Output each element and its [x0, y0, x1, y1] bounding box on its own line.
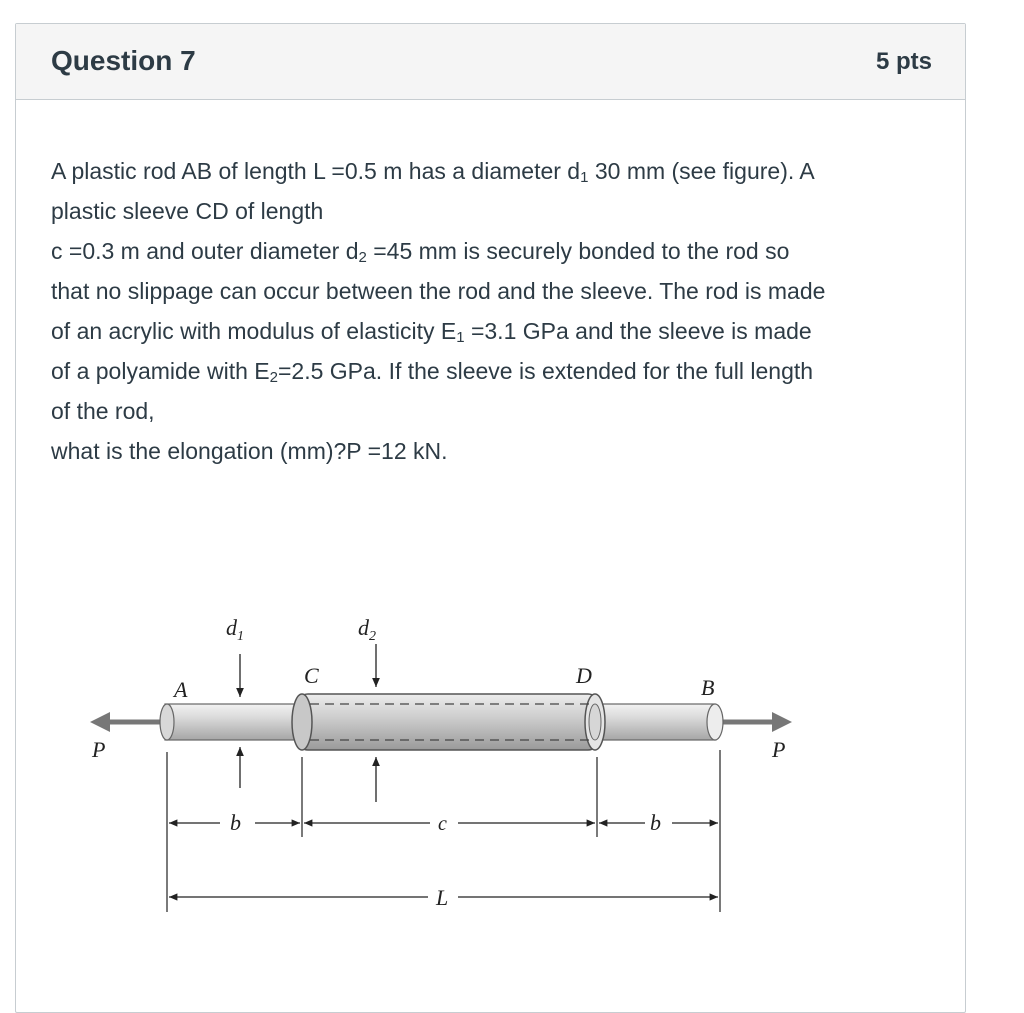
text-line: of a polyamide with $E_2=2.5$ GPa. If the sleeve is extended for the full length: [51, 358, 814, 386]
sleeve-end-c: [292, 694, 312, 750]
label-d2: $d_2$: [358, 615, 376, 644]
question-title: Question 7: [51, 45, 196, 76]
label-b-right: b: [650, 810, 661, 835]
text-line: A plastic rod AB of length L =0.5 m has a diameter $d_1$ 30 mm (see figure). A: [51, 158, 815, 186]
label-p-left: P: [92, 737, 106, 762]
text-line: c =0.3 m and outer diameter $d_2 =45$ mm is securely bonded to the rod so: [51, 238, 790, 266]
text-line: plastic sleeve CD of length: [51, 198, 324, 224]
question-text: [51, 151, 941, 471]
text-line: what is the elongation (mm)?P =12 kN.: [51, 438, 448, 464]
label-c: C: [304, 663, 319, 688]
label-d: D: [576, 663, 592, 688]
text-line: that no slippage can occur between the rod and the sleeve. The rod is made: [51, 278, 826, 304]
question-header: [16, 24, 965, 100]
label-d1: $d_1$: [226, 615, 244, 644]
sleeve: [298, 694, 598, 750]
question-points: 5 pts: [875, 48, 932, 75]
label-a: A: [174, 677, 188, 702]
rod-end-b: [707, 704, 723, 740]
label-b-left: b: [230, 810, 241, 835]
label-c-dim: c: [438, 813, 447, 835]
label-p-right: P: [772, 737, 786, 762]
rod-end-a: [160, 704, 174, 740]
rod-right-segment: [590, 704, 715, 740]
text-line: of an acrylic with modulus of elasticity $E_1 =3.1$ GPa and the sleeve is made: [51, 318, 812, 346]
text-line: of the rod,: [51, 398, 155, 424]
load-arrow-left: [90, 712, 165, 732]
sleeve-bore-d: [589, 704, 601, 740]
rod-sleeve-figure: [70, 592, 810, 922]
label-l: L: [436, 885, 449, 910]
label-b: B: [701, 675, 715, 700]
